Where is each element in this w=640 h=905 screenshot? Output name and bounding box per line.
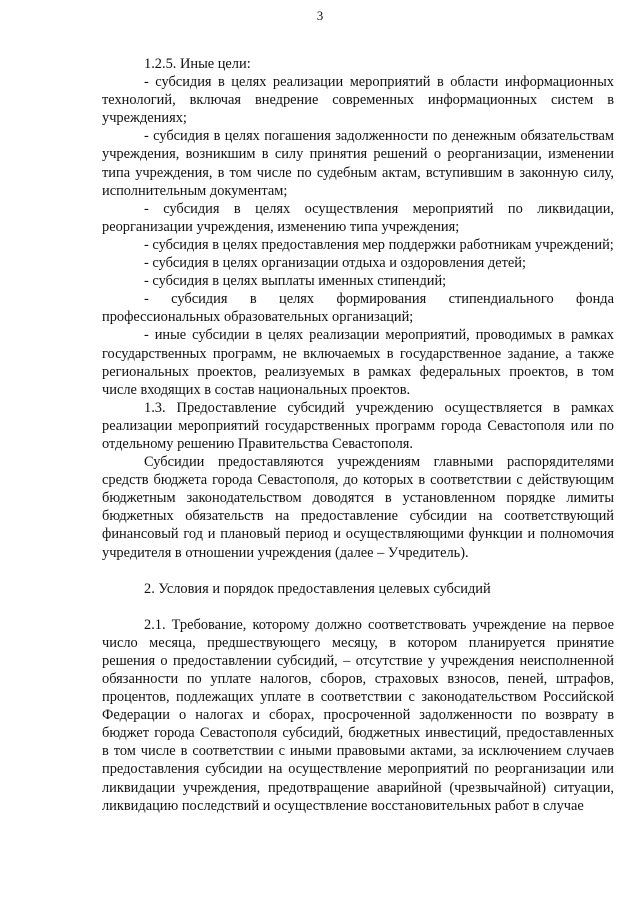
section-2-title: 2. Условия и порядок предоставления целевых субсидий [144, 580, 491, 597]
paragraph-stipend-fund-subsidy: - субсидия в целях формирования стипендиального фонда профессиональных образовательных организаций; [102, 291, 614, 326]
page-number: 3 [316, 8, 324, 23]
paragraph-1-2-5-heading: 1.2.5. Иные цели: [144, 56, 251, 72]
paragraph-liquidation-subsidy: - субсидия в целях осуществления мероприятий по ликвидации, реорганизации учреждения, изменению типа учреждения; [102, 200, 614, 235]
paragraph-staff-support-subsidy: - субсидия в целях предоставления мер поддержки работникам учреждений; [144, 236, 614, 253]
document-body [102, 55, 614, 815]
paragraph-subsidy-providers: Субсидии предоставляются учреждениям главными распорядителями средств бюджета города Севастополя, до которых в соответствии с действующим бюджетным законодательством доводятся в установленном порядке лимиты бюджетных обязательств на предоставление субсидии на соответствующий финансовый год и плановый период и осуществляющими функции и полномочия учредителя в отношении учреждения (далее – Учредитель). [102, 454, 614, 561]
paragraph-1-3: 1.3. Предоставление субсидий учреждению осуществляется в рамках реализации мероприятий государственных программ города Севастополя или по отдельному решению Правительства Севастополя. [102, 399, 614, 452]
paragraph-stipend-subsidy: - субсидия в целях выплаты именных стипендий; [144, 273, 447, 290]
paragraph-2-1: 2.1. Требование, которому должно соответствовать учреждение на первое число месяца, предшествующего месяцу, в котором планируется принятие решения о предоставлении субсидий, – отсутствие у учреждения неисполненной обязанности по уплате налогов, сборов, страховых взносов, пеней, штрафов, процентов, подлежащих уплате в соответствии с законодательством Российской Федерации о налогах и сборах, просроченной задолженности по возврату в бюджет города Севастополя субсидий, бюджетных инвестиций, предоставленных в том числе в соответствии с иными правовыми актами, за исключением случаев предоставления субсидии на осуществление мероприятий по реорганизации или ликвидации учреждения, предотвращение аварийной (чрезвычайной) ситуации, ликвидацию последствий и осуществление восстановительных работ в случае [102, 616, 614, 814]
paragraph-debt-subsidy: - субсидия в целях погашения задолженности по денежным обязательствам учреждения, возникшим в силу принятия решений о реорганизации, изменении типа учреждения, в том числе по судебным актам, вступившим в законную силу, исполнительным документам; [102, 128, 614, 199]
paragraph-other-subsidies: - иные субсидии в целях реализации мероприятий, проводимых в рамках государственных программ, не включаемых в государственное задание, а также региональных проектов, реализуемых в рамках федеральных проектов, в том числе входящих в состав национальных проектов. [102, 327, 614, 398]
paragraph-children-rest-subsidy: - субсидия в целях организации отдыха и оздоровления детей; [144, 255, 526, 272]
paragraph-it-subsidy: - субсидия в целях реализации мероприятий в области информационных технологий, включая внедрение современных информационных систем в учреждениях; [102, 74, 614, 127]
